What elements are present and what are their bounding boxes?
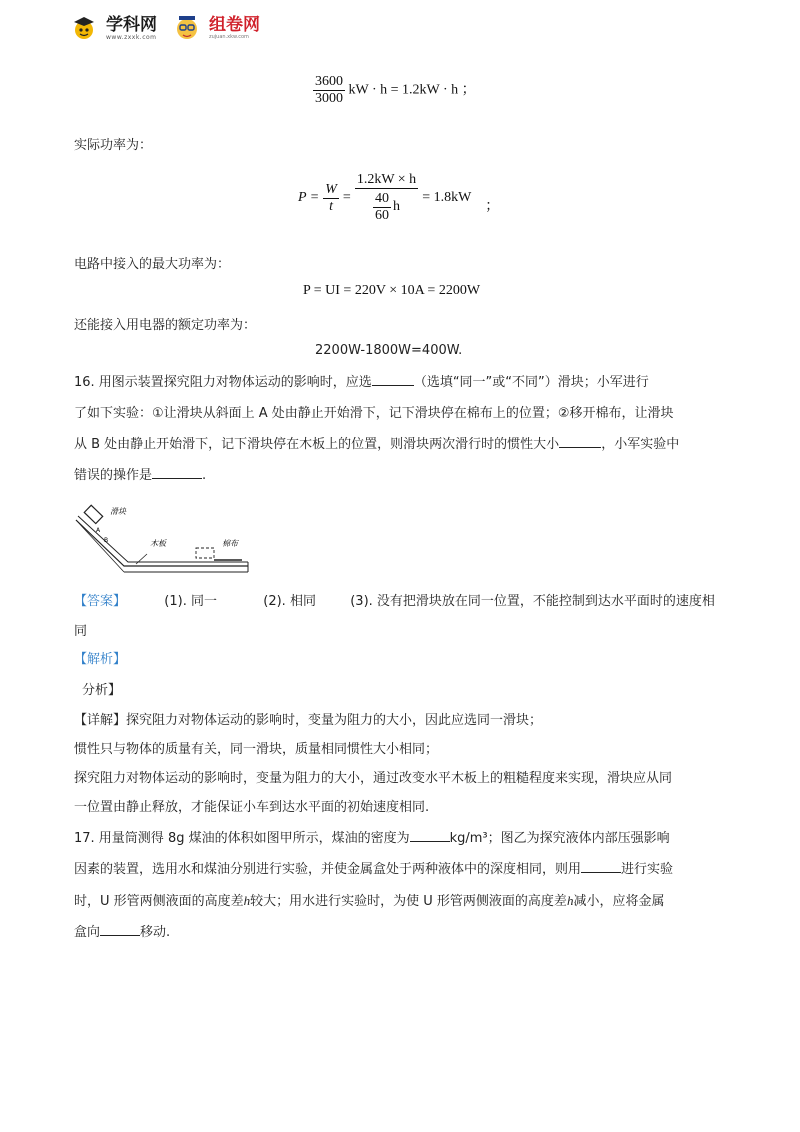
equation-result: = 1.8kW [422, 190, 472, 205]
q17-text: 进行实验 [621, 862, 674, 877]
detail-line-3: 探究阻力对物体运动的影响时，变量为阻力的大小，通过改变水平木板上的粗糙程度来实现，滑块应从同 [74, 771, 673, 786]
zujuan-url: zujuan.xkw.com [209, 34, 249, 40]
label-cloth: 棉布 [222, 539, 238, 548]
answer-blank-3 [152, 464, 202, 479]
q16-line-3 [74, 429, 734, 460]
analysis-tag: 【解析】 [74, 652, 127, 667]
label-rated-power: 还能接入用电器的额定功率为： [74, 318, 257, 333]
detail-line-1 [74, 706, 744, 735]
fraction-numerator: W [325, 181, 337, 197]
answer-blank-6 [100, 921, 140, 936]
question-16 [74, 367, 734, 491]
fraction-40-60 [373, 191, 391, 224]
q16-line-4 [74, 460, 734, 491]
equation-max-power: P = UI = 220V × 10A = 2200W [303, 283, 481, 298]
fraction-3600-3000 [313, 74, 345, 107]
answer-tag: 【答案】 [74, 594, 127, 609]
answer-blank-4 [410, 827, 450, 842]
fraction-denominator: 3000 [315, 91, 343, 106]
variable-h: h [566, 893, 574, 908]
q16-text: 错误的操作是 [74, 468, 153, 483]
analysis-sub: 分析】 [82, 683, 122, 698]
q16-line-1 [74, 367, 734, 398]
equals-sign: = [342, 190, 351, 205]
label-slider: 滑块 [110, 507, 126, 516]
zxxk-logo-icon [70, 14, 98, 42]
detail-line-4: 一位置由静止释放，才能保证小车到达水平面的初始速度相同. [74, 800, 430, 815]
fraction-denominator: t [329, 198, 334, 214]
equation-remaining-power: 2200W-1800W=400W. [315, 343, 463, 358]
label-max-power: 电路中接入的最大功率为： [74, 257, 231, 272]
label-board: 木板 [150, 539, 166, 548]
q17-line-3 [74, 885, 734, 917]
q17-text: 移动. [140, 925, 171, 940]
answer-blank-2 [559, 433, 601, 448]
zujuan-logo-text [209, 16, 260, 40]
q16-text: 16. 用图示装置探究阻力对物体运动的影响时，应选 [74, 375, 372, 390]
q17-text: kg/m³；图乙为探究液体内部压强影响 [449, 831, 670, 846]
answer-3: (3). 没有把滑块放在同一位置，不能控制到达水平面时的速度相 [350, 594, 715, 609]
fraction-numerator: 1.2kW × h [356, 172, 417, 187]
semicolon: ； [485, 199, 500, 214]
label-actual-power: 实际功率为： [74, 138, 153, 153]
fraction-numerator: 3600 [315, 74, 343, 89]
fraction-denominator [371, 189, 402, 224]
q17-text: 较大；用水进行实验时，为使 U 形管两侧液面的高度差 [250, 894, 567, 909]
fraction-w-t [323, 182, 339, 215]
answer-2: (2). 相同 [263, 594, 316, 609]
zxxk-name: 学科网 [106, 14, 157, 35]
detail-block [74, 706, 744, 822]
equation-actual-power [298, 172, 499, 224]
q17-line-2 [74, 854, 734, 885]
q17-text: 盒向 [74, 925, 101, 940]
q17-text: 时，U 形管两侧液面的高度差 [74, 894, 244, 909]
question-17 [74, 823, 734, 948]
fraction-energy-time [355, 172, 418, 224]
answer-1: (1). 同一 [164, 594, 217, 609]
q17-line-1 [74, 823, 734, 854]
detail-line-2: 惯性只与物体的质量有关，同一滑块，质量相同惯性大小相同； [74, 742, 439, 757]
fraction-numerator: 40 [375, 191, 389, 206]
answer-line-2: 同 [74, 624, 88, 639]
q16-text: ，小军实验中 [601, 437, 680, 452]
q17-text: 因素的装置，选用水和煤油分别进行实验，并使金属盒处于两种液体中的深度相同，则用 [74, 862, 582, 877]
fraction-denominator: 60 [375, 208, 389, 223]
zujuan-name: 组卷网 [209, 15, 260, 35]
variable-h: h [243, 893, 251, 908]
detail-text: 探究阻力对物体运动的影响时，变量为阻力的大小，因此应选同一滑块； [126, 713, 543, 728]
incline-diagram [72, 502, 252, 586]
power-lhs: P = [298, 190, 320, 205]
detail-tag: 【详解】 [74, 713, 127, 728]
q16-text: （选填“同一”或“不同”）滑块；小军进行 [413, 375, 649, 390]
q16-text: 从 B 处由静止开始滑下，记下滑块停在木板上的位置，则滑块两次滑行时的惯性大小 [74, 437, 560, 452]
header-logos [70, 8, 260, 48]
q16-line-2: 了如下实验：①让滑块从斜面上 A 处由静止开始滑下，记下滑块停在棉布上的位置；②移开棉布，让滑块 [74, 406, 674, 421]
equation-rest: kW · h = 1.2kW · h ； [348, 82, 476, 98]
answer-block [74, 587, 744, 647]
zxxk-url: www.zxxk.com [106, 33, 157, 41]
answer-blank-1 [372, 371, 414, 386]
zxxk-logo-text [106, 16, 157, 41]
q16-text: . [202, 468, 207, 483]
label-a: A [96, 527, 101, 534]
zujuan-logo-icon [173, 14, 201, 42]
equation-energy [313, 74, 476, 107]
q17-line-4 [74, 917, 734, 948]
q17-text: 17. 用量筒测得 8g 煤油的体积如图甲所示，煤油的密度为 [74, 831, 410, 846]
unit-hour: h [393, 198, 400, 214]
label-b: B [104, 537, 109, 544]
answer-blank-5 [581, 858, 621, 873]
answer-line-1 [74, 587, 744, 617]
q17-text: 减小，应将金属 [573, 894, 665, 909]
